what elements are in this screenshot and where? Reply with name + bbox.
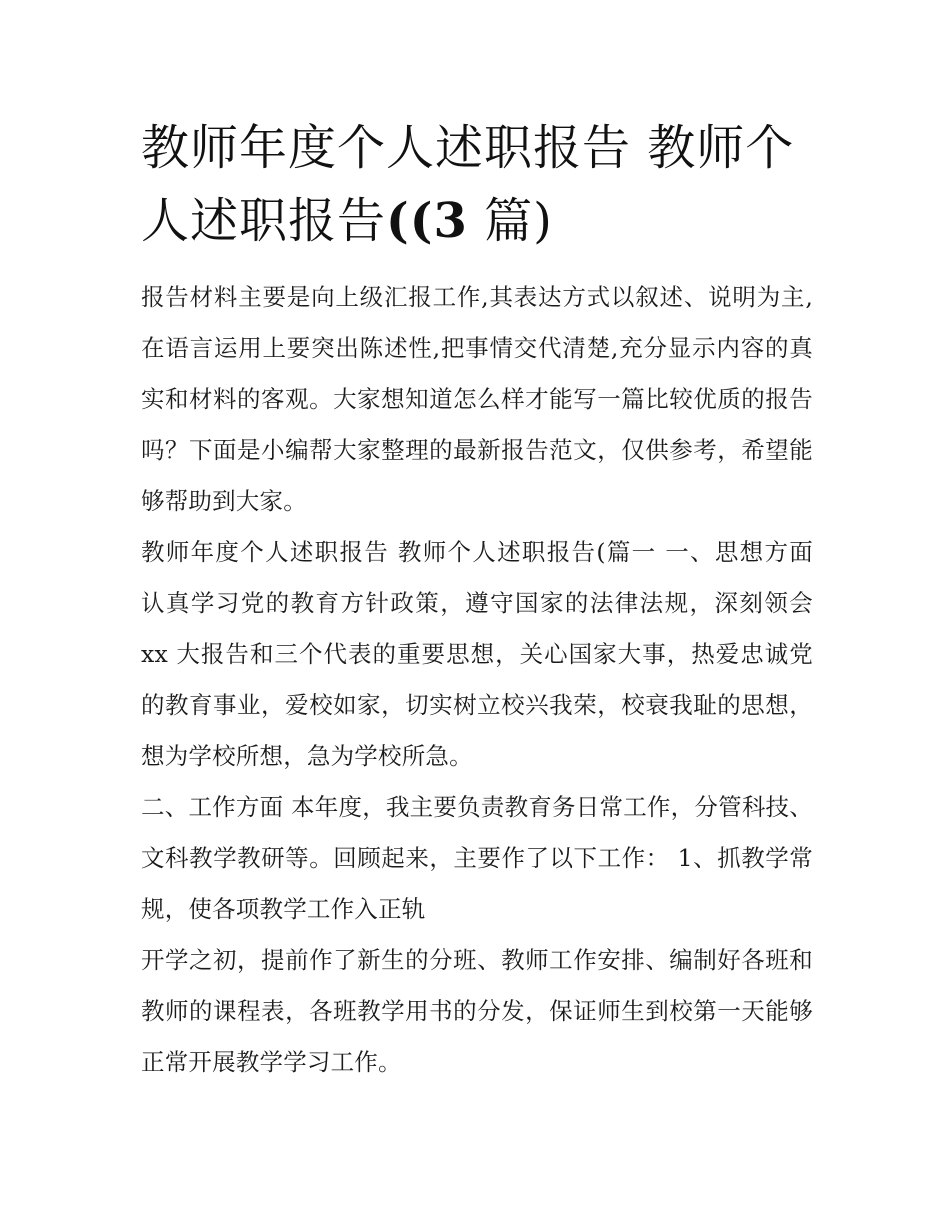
document-body <box>141 112 813 1088</box>
semester-start-paragraph: 开学之初，提前作了新生的分班、教师工作安排、编制好各班和教师的课程表，各班教学用书的分发，保证师生到校第一天能够正常开展教学学习工作。 <box>141 946 813 1076</box>
title-main: 教师年度个人述职报告 教师个人述职报告 <box>141 120 795 249</box>
document-title <box>141 112 813 258</box>
section-one-paragraph: 教师年度个人述职报告 教师个人述职报告(篇一 一、思想方面 认真学习党的教育方针政策，遵守国家的法律法规，深刻领会 xx 大报告和三个代表的重要思想，关心国家大事，热爱忠诚党的教育事业，爱校如家，切实树立校兴我荣，校衰我耻的思想，想为学校所想，急为学校所急。 <box>141 538 813 770</box>
section-two-paragraph: 二、工作方面 本年度，我主要负责教育务日常工作，分管科技、文科教学教研等。回顾起来，主要作了以下工作： 1、抓教学常规，使各项教学工作入正轨 <box>141 793 813 923</box>
title-paren: ((3 <box>386 193 468 249</box>
intro-paragraph: 报告材料主要是向上级汇报工作,其表达方式以叙述、说明为主,在语言运用上要突出陈述性,把事情交代清楚,充分显示内容的真实和材料的客观。大家想知道怎么样才能写一篇比较优质的报告吗？下面是小编帮大家整理的最新报告范文，仅供参考，希望能够帮助到大家。 <box>141 283 813 515</box>
title-tail: 篇) <box>467 193 553 249</box>
